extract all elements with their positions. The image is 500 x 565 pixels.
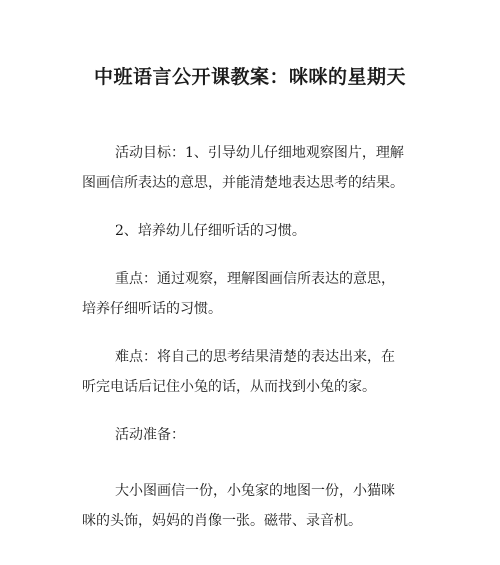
paragraph-objectives <box>82 138 422 198</box>
paragraph-line: 难点：将自己的思考结果清楚的表达出来，在 <box>115 349 395 365</box>
paragraph-line: 活动目标：1、引导幼儿仔细地观察图片，理解 <box>115 145 404 161</box>
paragraph-line: 活动准备： <box>115 427 185 443</box>
paragraph-line: 重点：通过观察，理解图画信所表达的意思， <box>115 271 395 287</box>
paragraph-line: 培养仔细听话的习惯。 <box>82 301 222 317</box>
paragraph-preparation-heading <box>82 420 422 450</box>
paragraph-objective-2 <box>82 216 422 246</box>
paragraph-materials <box>82 476 422 536</box>
paragraph-line: 咪的头饰，妈妈的肖像一张。磁带、录音机。 <box>82 513 362 529</box>
paragraph-key-points <box>82 264 422 324</box>
paragraph-line: 大小图画信一份，小兔家的地图一份，小猫咪 <box>115 483 395 499</box>
paragraph-line: 听完电话后记住小兔的话，从而找到小兔的家。 <box>82 379 376 395</box>
paragraph-line: 2、培养幼儿仔细听话的习惯。 <box>115 223 306 239</box>
paragraph-difficulties <box>82 342 422 402</box>
document-title: 中班语言公开课教案：咪咪的星期天 <box>93 66 406 88</box>
paragraph-line: 图画信所表达的意思，并能清楚地表达思考的结果。 <box>82 175 404 191</box>
